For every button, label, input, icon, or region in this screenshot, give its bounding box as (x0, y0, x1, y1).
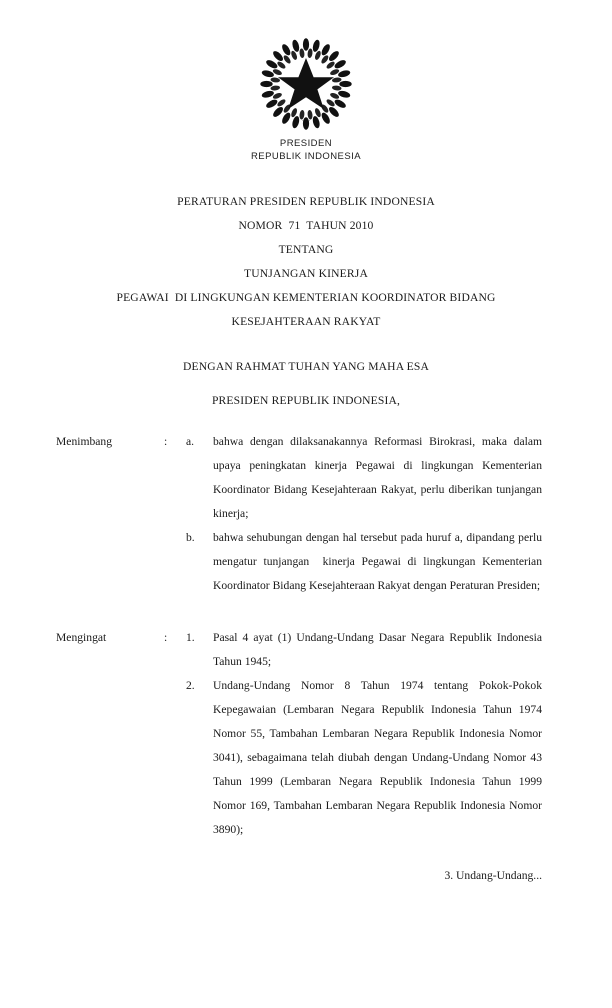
emblem-caption-line-2: REPUBLIK INDONESIA (251, 150, 361, 162)
list-item (186, 526, 545, 598)
clause-row-menimbang (0, 430, 612, 598)
clause-items-mengingat (186, 626, 612, 842)
emblem-block (0, 36, 612, 163)
title-line-subject-3: KESEJAHTERAAN RAKYAT (231, 315, 381, 328)
clauses-block (0, 430, 612, 842)
item-text-1: Pasal 4 ayat (1) Undang-Undang Dasar Negara Republik Indonesia Tahun 1945; (213, 631, 545, 668)
item-marker-2: 2. (186, 679, 195, 692)
page-catchword: 3. Undang-Undang... (444, 869, 542, 882)
garuda-star-wreath-emblem-icon (258, 36, 354, 132)
list-item (186, 674, 545, 842)
document-title-block (0, 190, 612, 334)
opening-line-invocation: DENGAN RAHMAT TUHAN YANG MAHA ESA (183, 360, 429, 373)
title-line-subject-2: PEGAWAI DI LINGKUNGAN KEMENTERIAN KOORDINATOR BIDANG (116, 291, 496, 304)
clause-label-mengingat: Mengingat (56, 631, 107, 644)
clause-label-menimbang: Menimbang (56, 435, 113, 448)
title-line-subject-1: TUNJANGAN KINERJA (244, 267, 368, 280)
clause-row-mengingat (0, 626, 612, 842)
item-marker-1: 1. (186, 631, 195, 644)
item-marker-a: a. (186, 435, 195, 448)
list-item (186, 430, 545, 526)
opening-block (0, 355, 612, 413)
opening-line-authority: PRESIDEN REPUBLIK INDONESIA, (211, 394, 401, 407)
clause-items-menimbang (186, 430, 612, 598)
list-item (186, 626, 545, 674)
item-text-b: bahwa sehubungan dengan hal tersebut pada huruf a, dipandang perlu mengatur tunjangan kinerja Pegawai di lingkungan Kementerian Koordinator Bidang Kesejahteraan Rakyat dengan Peraturan Presiden; (213, 531, 545, 592)
clause-colon-menimbang: : (164, 435, 168, 448)
title-line-number-year: NOMOR 71 TAHUN 2010 (238, 219, 374, 232)
item-text-a: bahwa dengan dilaksanakannya Reformasi Birokrasi, maka dalam upaya peningkatan kinerja Pegawai di lingkungan Kementerian Koordinator Bidang Kesejahteraan Rakyat, perlu diberikan tunjangan kinerja; (213, 435, 545, 520)
item-marker-b: b. (186, 531, 195, 544)
item-text-2: Undang-Undang Nomor 8 Tahun 1974 tentang Pokok-Pokok Kepegawaian (Lembaran Negara Republik Indonesia Tahun 1974 Nomor 55, Tambahan Lembaran Negara Republik Indonesia Nomor 3041), sebagaimana telah diubah dengan Undang-Undang Nomor 43 Tahun 1999 (Lembaran Negara Republik Indonesia Tahun 1999 Nomor 169, Tambahan Lembaran Negara Republik Indonesia Nomor 3890); (213, 679, 545, 836)
title-line-regulation-type: PERATURAN PRESIDEN REPUBLIK INDONESIA (177, 195, 435, 208)
title-line-tentang: TENTANG (278, 243, 334, 256)
clause-colon-mengingat: : (164, 631, 168, 644)
emblem-caption (0, 138, 612, 163)
emblem-caption-line-1: PRESIDEN (279, 138, 333, 149)
